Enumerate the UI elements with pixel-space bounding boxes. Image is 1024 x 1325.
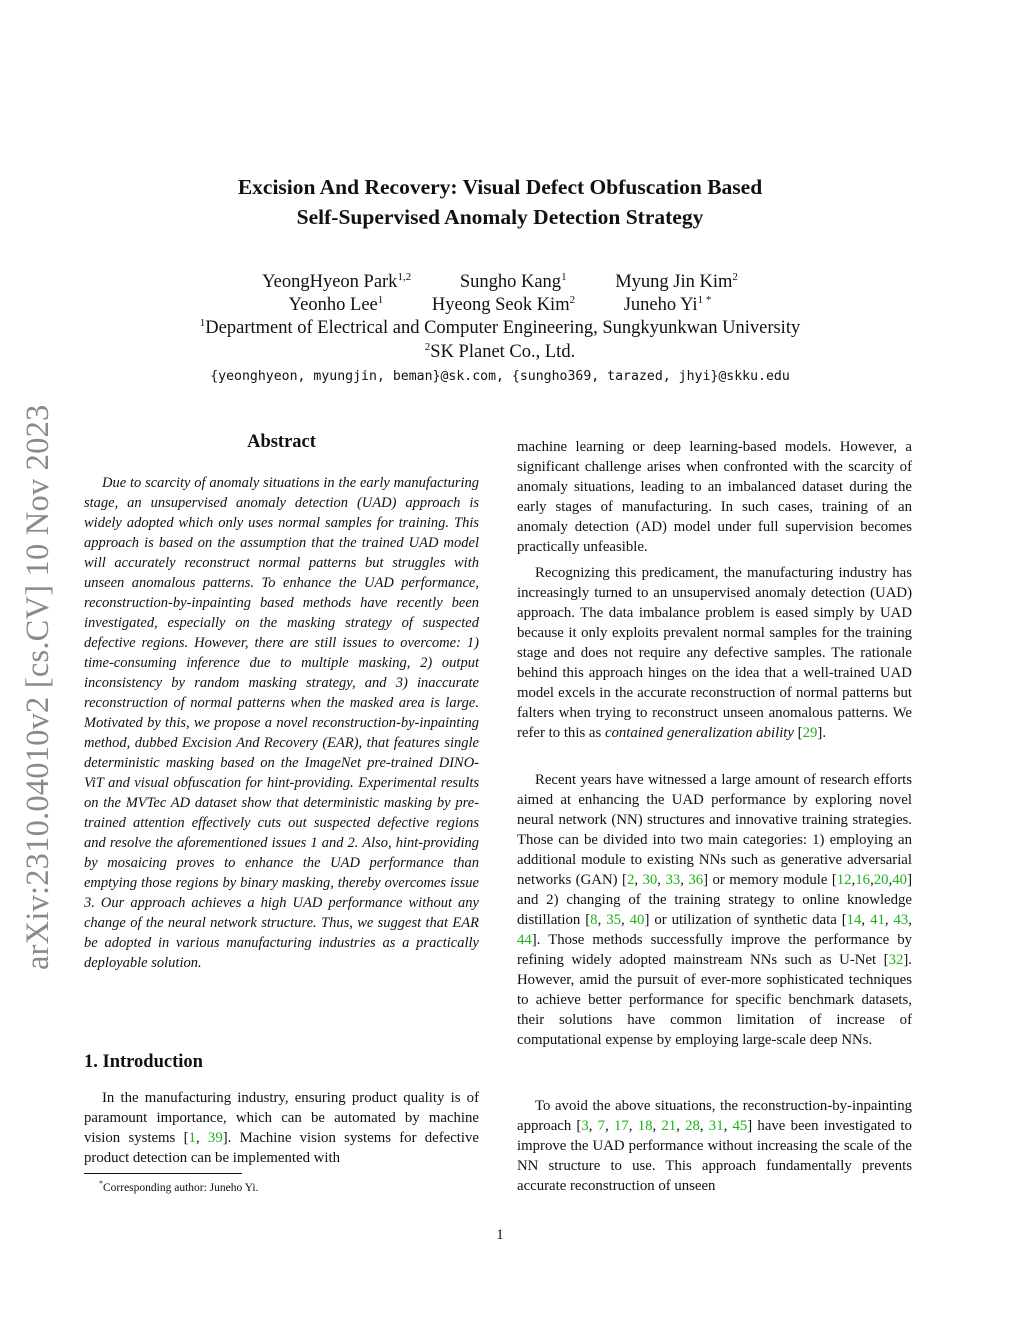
affiliation-1: $^1$Department of Electrical and Computer Engineering, Sungkyunkwan University [199,317,801,339]
section-heading-introduction: 1. Introduction [84,1052,203,1072]
right-paragraph-3: Recent years have witnessed a large amount of research efforts aimed at enhancing the UAD performance by exploring novel neural network (NN) structures and innovative training strategies. Those can be divided into two main categories: 1) employing an additional module to existing NNs such as generative adversarial networks (GAN) [2, 30, 33, 36] or memory module [12,16,20,40] and 2) changing of the training strategy to online knowledge distillation [8, 35, 40] or utilization of synthetic data [14, 41, 43, 44]. Those methods successfully improve the performance by refining widely adopted mainstream NNs such as U-Net [32]. However, amid the pursuit of ever-more sophisticated techniques to achieve better performance for specific benchmark datasets, their solutions have common limitation of increase of computational expense by employing large-scale deep NNs. [517,772,913,1048]
paper-title-line2: Self-Supervised Anomaly Detection Strategy [296,205,704,229]
citation-link[interactable]: 40 [629,912,645,928]
footnote-rule [84,1173,242,1174]
citation-link[interactable]: 1 [188,1130,196,1146]
citation-link[interactable]: 45 [732,1118,748,1134]
citation-link[interactable]: 30 [642,872,658,888]
citation-link[interactable]: 43 [893,912,909,928]
page-number: 1 [496,1227,504,1243]
author-3: Myung Jin Kim$^2$ [615,271,738,293]
citation-link[interactable]: 40 [892,872,908,888]
citation-link[interactable]: 12 [836,872,852,888]
citation-link[interactable]: 2 [626,872,635,888]
citation-link[interactable]: 7 [597,1118,606,1134]
author-5: Hyeong Seok Kim$^2$ [431,294,576,316]
affiliation-2: $^2$SK Planet Co., Ltd. [424,341,576,363]
citation-link[interactable]: 28 [685,1118,700,1134]
citation-link[interactable]: 33 [665,872,681,888]
citation-link[interactable]: 41 [870,912,885,928]
author-row-2 [0,294,1000,316]
citation-link[interactable]: 8 [590,912,598,928]
abstract-body: Due to scarcity of anomaly situations in the early manufacturing stage, an unsupervised anomaly detection (UAD) approach is widely adopted which only uses normal samples for training. This approach is based on the assumption that the trained UAD model will accurately reconstruct normal patterns but struggles with unseen anomalous patterns. To enhance the UAD performance, reconstruction-by-inpainting based methods have recently been investigated, especially on the masking strategy of suspected defective regions. However, there are still issues to overcome: 1) time-consuming inference due to multiple masking, 2) output inconsistency by random masking strategy, and 3) inaccurate reconstruction of normal patterns when the masked area is large. Motivated by this, we propose a novel reconstruction-by-inpainting method, dubbed Excision And Recovery (EAR), that features single deterministic masking based on the ImageNet pre-trained DINO-ViT and visual obfuscation for hint-providing. Experimental results on the MVTec AD dataset show that deterministic masking by pre-trained attention effectively cuts out suspected defective regions and resolve the aforementioned issues 1 and 2. Also, hint-providing by mosaicing proves to enhance the UAD performance than emptying those regions by binary masking, thereby overcomes issue 3. Our approach achieves a high UAD performance without any change of the neural network structure. Thus, we suggest that EAR be adopted in various manufacturing industries as a practically deployable solution. [84,475,479,971]
citation-link[interactable]: 20 [873,872,889,888]
citation-link[interactable]: 44 [517,932,532,948]
footnote: *Corresponding author: Juneho Yi. [99,1179,259,1194]
arxiv-identifier: arXiv:2310.04010v2 [cs.CV] 10 Nov 2023 [20,404,56,970]
citation-link[interactable]: 3 [581,1118,589,1134]
author-row-1 [0,271,1000,293]
abstract-heading: Abstract [247,432,316,452]
citation-link[interactable]: 18 [637,1118,653,1134]
right-paragraph-1: machine learning or deep learning-based models. However, a significant challenge arises when confronted with the scarcity of anomaly situations, leading to an imbalanced dataset during the early stages of manufacturing. In such cases, training of an anomaly detection (AD) model under full supervision becomes practically unfeasible. [517,439,912,555]
author-6: Juneho $Yi^{1 *}$ [623,294,712,316]
author-1: YeongHyeon Park$^{1,2}$ [262,271,412,293]
citation-link[interactable]: 14 [846,912,862,928]
intro-paragraph-1: In the manufacturing industry, ensuring product quality is of paramount importance, which can be automated by machine vision systems [1, 39]. Machine vision systems for defective product detection can be implemented with [84,1090,479,1166]
right-paragraph-2: Recognizing this predicament, the manufacturing industry has increasingly turned to an unsupervised anomaly detection (UAD) approach. The data imbalance problem is eased simply by UAD because it only exploits prevalent normal samples for the training stage and does not require any defective samples. The rationale behind this approach hinges on the idea that a well-trained UAD model excels in the accurate reconstruction of normal patterns but falters when trying to reconstruct unseen anomalous patterns. We refer to this as contained generalization ability [29]. [517,565,912,741]
citation-link[interactable]: 29 [802,725,818,741]
author-4: Yeonho Lee$^1$ [288,294,384,316]
citation-link[interactable]: 17 [613,1118,629,1134]
citation-link[interactable]: 16 [855,872,871,888]
citation-link[interactable]: 39 [207,1130,223,1146]
citation-link[interactable]: 21 [661,1118,677,1134]
author-emails: {yeonghyeon, myungjin, beman}@sk.com, {sungho369, tarazed, jhyi}@skku.edu [210,369,790,384]
right-paragraph-4: To avoid the above situations, the reconstruction-by-inpainting approach [3, 7, 17, 18, 21, 28, 31, 45] have been investigated to improve the UAD performance without increasing the scale of the NN structure to use. This approach fundamentally prevents accurate reconstruction of unseen [517,1098,912,1194]
paper-title-line1: Excision And Recovery: Visual Defect Obfuscation Based [237,175,763,199]
citation-link[interactable]: 31 [708,1118,724,1134]
citation-link[interactable]: 32 [888,952,904,968]
author-2: Sungho Kang$^1$ [459,271,567,293]
citation-link[interactable]: 36 [688,872,704,888]
citation-link[interactable]: 35 [606,912,622,928]
